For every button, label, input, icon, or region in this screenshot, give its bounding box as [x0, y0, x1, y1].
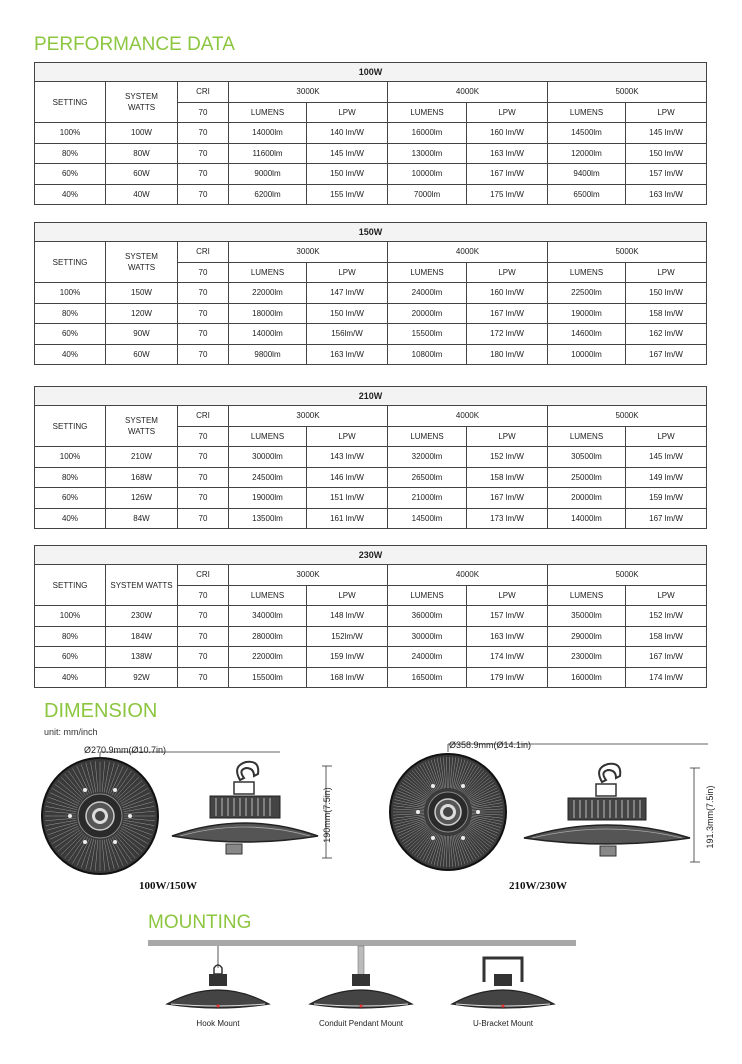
lumens-header: LUMENS	[548, 102, 626, 123]
table-row	[35, 324, 707, 345]
setting-cell: 40%	[35, 667, 106, 688]
lumens-header: LUMENS	[548, 262, 626, 283]
cri-cell: 70	[178, 303, 229, 324]
lumens-header: LUMENS	[548, 585, 626, 606]
setting-header: SETTING	[35, 406, 106, 447]
lumens-cell: 24500lm	[229, 467, 307, 488]
watts-cell: 138W	[106, 647, 178, 668]
lumens-cell: 14000lm	[229, 324, 307, 345]
lpw-cell: 167 lm/W	[467, 164, 548, 185]
lpw-cell: 163 lm/W	[467, 626, 548, 647]
watts-cell: 92W	[106, 667, 178, 688]
setting-cell: 100%	[35, 447, 106, 468]
lpw-cell: 150 lm/W	[626, 143, 707, 164]
table-model-header: 100W	[35, 63, 707, 82]
lpw-cell: 180 lm/W	[467, 344, 548, 365]
table-model-row	[35, 63, 707, 82]
table-header-row	[35, 406, 707, 427]
table-header-row	[35, 82, 707, 103]
setting-header: SETTING	[35, 82, 106, 123]
small-model-label: 100W/150W	[139, 880, 198, 892]
lumens-cell: 10000lm	[388, 164, 467, 185]
lumens-cell: 6200lm	[229, 184, 307, 205]
watts-cell: 84W	[106, 508, 178, 529]
lpw-cell: 168 lm/W	[307, 667, 388, 688]
lumens-cell: 9800lm	[229, 344, 307, 365]
setting-cell: 60%	[35, 488, 106, 509]
large-height-label: 191.3mm(7.5in)	[705, 785, 715, 849]
setting-cell: 60%	[35, 164, 106, 185]
cri-header: CRI	[178, 406, 229, 427]
performance-data-title: PERFORMANCE DATA	[34, 34, 235, 55]
watts-cell: 230W	[106, 606, 178, 627]
watts-cell: 210W	[106, 447, 178, 468]
conduit-pendant-mount-image	[306, 946, 416, 1021]
cct-header: 5000K	[548, 82, 707, 103]
lpw-header: LPW	[626, 426, 707, 447]
setting-header: SETTING	[35, 565, 106, 606]
watts-cell: 100W	[106, 123, 178, 144]
performance-table-210w	[34, 386, 707, 529]
lumens-cell: 19000lm	[229, 488, 307, 509]
table-row	[35, 667, 707, 688]
table-model-row	[35, 546, 707, 565]
cri-cell: 70	[178, 508, 229, 529]
lpw-cell: 150 lm/W	[307, 303, 388, 324]
performance-table-100w	[34, 62, 707, 205]
table-row	[35, 164, 707, 185]
table-row	[35, 303, 707, 324]
lpw-cell: 156lm/W	[307, 324, 388, 345]
lumens-cell: 18000lm	[229, 303, 307, 324]
lumens-cell: 32000lm	[388, 447, 467, 468]
table-row	[35, 647, 707, 668]
lumens-cell: 22000lm	[229, 647, 307, 668]
lumens-cell: 19000lm	[548, 303, 626, 324]
lumens-header: LUMENS	[388, 262, 467, 283]
lpw-cell: 174 lm/W	[467, 647, 548, 668]
setting-cell: 80%	[35, 626, 106, 647]
lumens-cell: 15500lm	[229, 667, 307, 688]
lpw-cell: 150 lm/W	[307, 164, 388, 185]
lumens-cell: 22500lm	[548, 283, 626, 304]
lumens-cell: 24000lm	[388, 283, 467, 304]
lpw-cell: 167 lm/W	[626, 647, 707, 668]
lpw-cell: 151 lm/W	[307, 488, 388, 509]
lpw-cell: 157 lm/W	[467, 606, 548, 627]
lpw-cell: 173 lm/W	[467, 508, 548, 529]
lumens-header: LUMENS	[229, 102, 307, 123]
lpw-header: LPW	[467, 426, 548, 447]
lpw-header: LPW	[307, 585, 388, 606]
system-watts-header: SYSTEM WATTS	[106, 406, 178, 447]
lumens-cell: 15500lm	[388, 324, 467, 345]
table-model-header: 150W	[35, 223, 707, 242]
table-row	[35, 344, 707, 365]
performance-table-230w	[34, 545, 707, 688]
small-fixture-side-view	[170, 760, 320, 870]
lumens-header: LUMENS	[229, 262, 307, 283]
lpw-header: LPW	[626, 102, 707, 123]
table-model-header: 210W	[35, 387, 707, 406]
table-row	[35, 123, 707, 144]
lumens-cell: 14500lm	[388, 508, 467, 529]
watts-cell: 40W	[106, 184, 178, 205]
cri-header: CRI	[178, 82, 229, 103]
watts-cell: 150W	[106, 283, 178, 304]
lumens-cell: 14000lm	[548, 508, 626, 529]
table-row	[35, 488, 707, 509]
cri-cell: 70	[178, 324, 229, 345]
cri-cell: 70	[178, 626, 229, 647]
table-model-row	[35, 223, 707, 242]
cct-header: 4000K	[388, 242, 548, 263]
lumens-cell: 14000lm	[229, 123, 307, 144]
table-row	[35, 508, 707, 529]
lpw-cell: 158 lm/W	[626, 303, 707, 324]
cct-header: 4000K	[388, 565, 548, 586]
lpw-cell: 179 lm/W	[467, 667, 548, 688]
setting-cell: 60%	[35, 647, 106, 668]
watts-cell: 60W	[106, 344, 178, 365]
cri-cell: 70	[178, 283, 229, 304]
setting-cell: 80%	[35, 303, 106, 324]
cri-cell: 70	[178, 467, 229, 488]
lpw-cell: 174 lm/W	[626, 667, 707, 688]
hook-mount-caption: Hook Mount	[196, 1019, 240, 1028]
watts-cell: 90W	[106, 324, 178, 345]
lpw-cell: 143 lm/W	[307, 447, 388, 468]
lpw-cell: 149 lm/W	[626, 467, 707, 488]
setting-cell: 40%	[35, 184, 106, 205]
large-diameter-label: Ø358.9mm(Ø14.1in)	[449, 740, 532, 750]
lumens-cell: 30500lm	[548, 447, 626, 468]
lumens-cell: 22000lm	[229, 283, 307, 304]
lumens-cell: 26500lm	[388, 467, 467, 488]
cct-header: 4000K	[388, 82, 548, 103]
u-bracket-mount-caption: U-Bracket Mount	[472, 1019, 534, 1028]
system-watts-header: SYSTEM WATTS	[106, 565, 178, 606]
cri-cell: 70	[178, 143, 229, 164]
lumens-cell: 14500lm	[548, 123, 626, 144]
cct-header: 5000K	[548, 242, 707, 263]
table-row	[35, 626, 707, 647]
table-row	[35, 184, 707, 205]
lumens-cell: 25000lm	[548, 467, 626, 488]
mounting-title: MOUNTING	[148, 912, 252, 933]
lpw-header: LPW	[307, 102, 388, 123]
lumens-cell: 36000lm	[388, 606, 467, 627]
lumens-cell: 28000lm	[229, 626, 307, 647]
lumens-cell: 12000lm	[548, 143, 626, 164]
lpw-cell: 161 lm/W	[307, 508, 388, 529]
large-fixture-top-view	[388, 752, 508, 872]
lumens-header: LUMENS	[548, 426, 626, 447]
cri-value-header: 70	[178, 262, 229, 283]
lumens-cell: 20000lm	[388, 303, 467, 324]
lpw-cell: 152 lm/W	[626, 606, 707, 627]
cri-cell: 70	[178, 344, 229, 365]
cct-header: 4000K	[388, 406, 548, 427]
watts-cell: 80W	[106, 143, 178, 164]
cri-cell: 70	[178, 647, 229, 668]
table-row	[35, 283, 707, 304]
table-row	[35, 606, 707, 627]
lpw-header: LPW	[467, 262, 548, 283]
setting-cell: 80%	[35, 143, 106, 164]
lpw-header: LPW	[467, 102, 548, 123]
lumens-cell: 30000lm	[388, 626, 467, 647]
setting-cell: 100%	[35, 606, 106, 627]
lumens-header: LUMENS	[388, 426, 467, 447]
lpw-cell: 163 lm/W	[626, 184, 707, 205]
setting-cell: 60%	[35, 324, 106, 345]
cri-cell: 70	[178, 123, 229, 144]
table-row	[35, 447, 707, 468]
lpw-cell: 145 lm/W	[626, 123, 707, 144]
lumens-cell: 34000lm	[229, 606, 307, 627]
watts-cell: 120W	[106, 303, 178, 324]
lpw-header: LPW	[307, 262, 388, 283]
lpw-header: LPW	[307, 426, 388, 447]
lpw-cell: 167 lm/W	[467, 303, 548, 324]
lumens-cell: 16000lm	[388, 123, 467, 144]
large-fixture-side-view	[522, 762, 692, 872]
lumens-header: LUMENS	[388, 585, 467, 606]
table-model-row	[35, 387, 707, 406]
system-watts-header: SYSTEM WATTS	[106, 82, 178, 123]
large-model-label: 210W/230W	[509, 880, 568, 892]
lpw-header: LPW	[626, 262, 707, 283]
table-row	[35, 143, 707, 164]
lumens-cell: 14600lm	[548, 324, 626, 345]
unit-label: unit: mm/inch	[44, 727, 98, 737]
lpw-cell: 146 lm/W	[307, 467, 388, 488]
lpw-cell: 148 lm/W	[307, 606, 388, 627]
setting-header: SETTING	[35, 242, 106, 283]
cri-cell: 70	[178, 667, 229, 688]
lpw-header: LPW	[626, 585, 707, 606]
setting-cell: 80%	[35, 467, 106, 488]
lpw-cell: 158 lm/W	[626, 626, 707, 647]
lumens-cell: 13000lm	[388, 143, 467, 164]
lpw-cell: 145 lm/W	[626, 447, 707, 468]
lumens-cell: 35000lm	[548, 606, 626, 627]
cri-value-header: 70	[178, 426, 229, 447]
cct-header: 3000K	[229, 242, 388, 263]
lpw-cell: 147 lm/W	[307, 283, 388, 304]
table-model-header: 230W	[35, 546, 707, 565]
watts-cell: 184W	[106, 626, 178, 647]
lpw-cell: 162 lm/W	[626, 324, 707, 345]
table-row	[35, 467, 707, 488]
lpw-header: LPW	[467, 585, 548, 606]
lumens-cell: 10000lm	[548, 344, 626, 365]
lpw-cell: 167 lm/W	[467, 488, 548, 509]
lumens-cell: 16500lm	[388, 667, 467, 688]
cri-header: CRI	[178, 565, 229, 586]
performance-table-150w	[34, 222, 707, 365]
lpw-cell: 152lm/W	[307, 626, 388, 647]
lumens-cell: 7000lm	[388, 184, 467, 205]
lpw-cell: 159 lm/W	[307, 647, 388, 668]
cct-header: 3000K	[229, 82, 388, 103]
cri-cell: 70	[178, 447, 229, 468]
lpw-cell: 160 lm/W	[467, 283, 548, 304]
setting-cell: 40%	[35, 508, 106, 529]
small-height-label: 190mm(7.5in)	[322, 787, 332, 843]
cri-cell: 70	[178, 164, 229, 185]
lumens-cell: 23000lm	[548, 647, 626, 668]
lumens-cell: 29000lm	[548, 626, 626, 647]
cri-value-header: 70	[178, 585, 229, 606]
lpw-cell: 152 lm/W	[467, 447, 548, 468]
lpw-cell: 167 lm/W	[626, 344, 707, 365]
lumens-cell: 9000lm	[229, 164, 307, 185]
lumens-cell: 11600lm	[229, 143, 307, 164]
lpw-cell: 163 lm/W	[307, 344, 388, 365]
lpw-cell: 159 lm/W	[626, 488, 707, 509]
lpw-cell: 145 lm/W	[307, 143, 388, 164]
cri-value-header: 70	[178, 102, 229, 123]
lumens-cell: 6500lm	[548, 184, 626, 205]
small-diameter-label: Ø270.9mm(Ø10.7in)	[84, 745, 167, 755]
hook-mount-image	[163, 946, 273, 1021]
lpw-cell: 175 lm/W	[467, 184, 548, 205]
setting-cell: 100%	[35, 283, 106, 304]
lumens-cell: 10800lm	[388, 344, 467, 365]
lumens-cell: 21000lm	[388, 488, 467, 509]
cri-header: CRI	[178, 242, 229, 263]
cct-header: 3000K	[229, 565, 388, 586]
lpw-cell: 150 lm/W	[626, 283, 707, 304]
cri-cell: 70	[178, 488, 229, 509]
lumens-cell: 9400lm	[548, 164, 626, 185]
lpw-cell: 140 lm/W	[307, 123, 388, 144]
lumens-cell: 30000lm	[229, 447, 307, 468]
lpw-cell: 172 lm/W	[467, 324, 548, 345]
system-watts-header: SYSTEM WATTS	[106, 242, 178, 283]
cct-header: 3000K	[229, 406, 388, 427]
setting-cell: 40%	[35, 344, 106, 365]
lpw-cell: 163 lm/W	[467, 143, 548, 164]
watts-cell: 126W	[106, 488, 178, 509]
watts-cell: 60W	[106, 164, 178, 185]
table-header-row	[35, 565, 707, 586]
u-bracket-mount-image	[448, 946, 558, 1021]
conduit-pendant-mount-caption: Conduit Pendant Mount	[318, 1019, 404, 1028]
lpw-cell: 167 lm/W	[626, 508, 707, 529]
lumens-cell: 16000lm	[548, 667, 626, 688]
cct-header: 5000K	[548, 406, 707, 427]
cri-cell: 70	[178, 184, 229, 205]
lpw-cell: 157 lm/W	[626, 164, 707, 185]
lumens-header: LUMENS	[388, 102, 467, 123]
watts-cell: 168W	[106, 467, 178, 488]
lpw-cell: 160 lm/W	[467, 123, 548, 144]
cri-cell: 70	[178, 606, 229, 627]
lumens-cell: 13500lm	[229, 508, 307, 529]
lumens-header: LUMENS	[229, 426, 307, 447]
lpw-cell: 158 lm/W	[467, 467, 548, 488]
dimension-title: DIMENSION	[44, 700, 158, 722]
lumens-cell: 24000lm	[388, 647, 467, 668]
setting-cell: 100%	[35, 123, 106, 144]
lumens-cell: 20000lm	[548, 488, 626, 509]
lumens-header: LUMENS	[229, 585, 307, 606]
lpw-cell: 155 lm/W	[307, 184, 388, 205]
table-header-row	[35, 242, 707, 263]
cct-header: 5000K	[548, 565, 707, 586]
